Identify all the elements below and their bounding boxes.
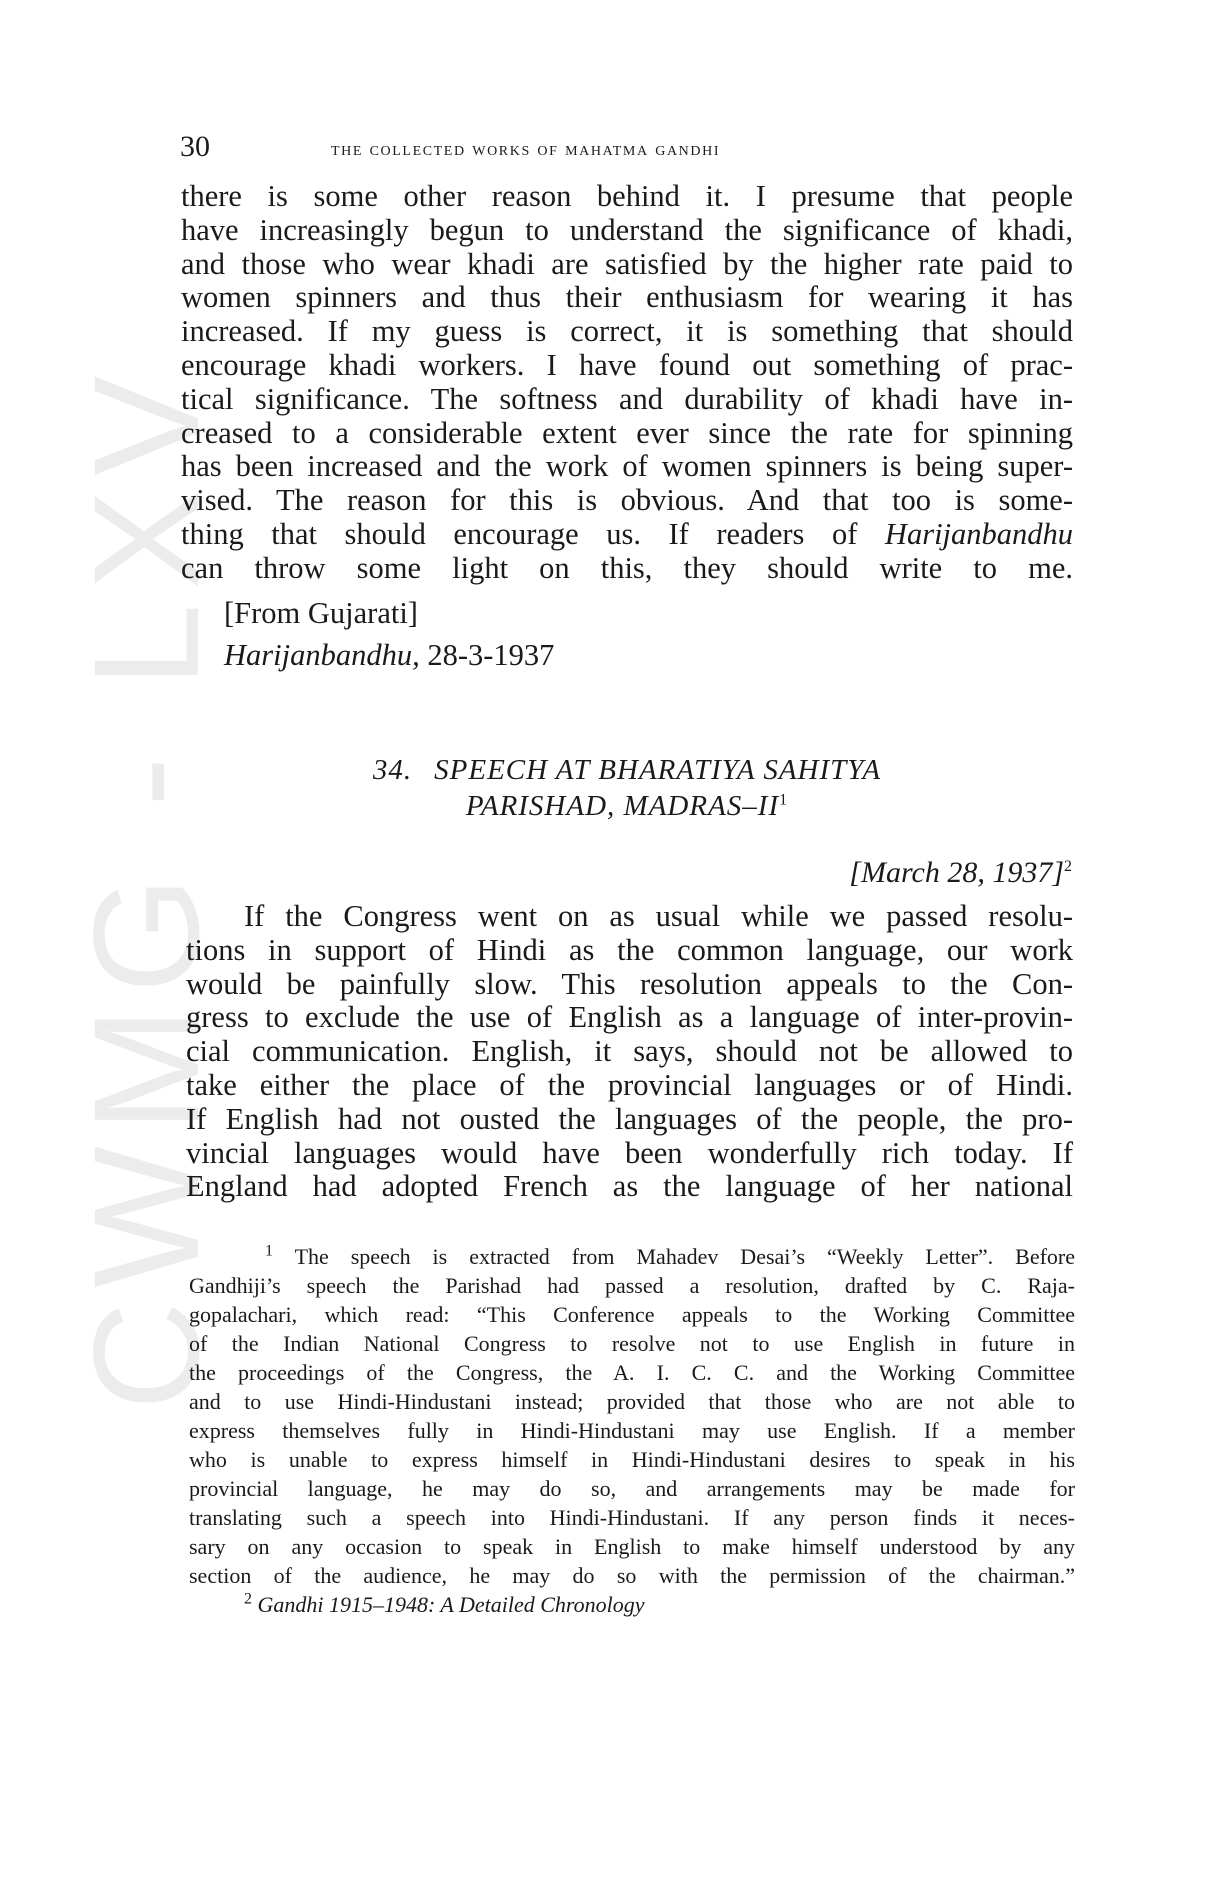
footnote-line: translating such a speech into Hindi-Hindustani. If any person finds it neces- [189,1505,1075,1530]
paragraph-1 [181,180,1073,586]
footnote-line: Gandhiji’s speech the Parishad had passed a resolution, drafted by C. Raja- [189,1273,1075,1298]
text-line: England had adopted French as the language of her national [186,1169,1073,1204]
text-line-with-italic [181,518,1073,552]
text-line: would be painfully slow. This resolution appeals to the Con- [186,966,1073,1001]
section-title [181,752,1073,824]
page-number: 30 [180,130,210,163]
footnote-line: the proceedings of the Congress, the A. I. C. C. and the Working Committee [189,1360,1075,1385]
page-header [180,130,1072,170]
running-head: the collected works of mahatma gandhi [331,138,721,160]
paragraph-2 [186,900,1073,1204]
section-number: 34. [372,754,413,786]
watermark: CWMG - LXV [62,361,230,1410]
text-line: tical significance. The softness and durability of khadi have in- [181,381,1073,416]
title-line-1 [181,752,1073,788]
title-line-2 [181,788,1073,824]
source-date: 28-3-1937 [427,638,555,672]
footnote-line: provincial language, he may do so, and arrangements may be made for [189,1476,1075,1501]
text-line: and those who wear khadi are satisfied by the higher rate paid to [181,246,1073,281]
source-citation [224,634,554,676]
text-line: have increasingly begun to understand the significance of khadi, [181,212,1073,247]
text-line: cial communication. English, it says, should not be allowed to [186,1034,1073,1069]
footnote-2-mark: 2 [244,1590,252,1608]
text-line: vincial languages would have been wonderfully rich today. If [186,1135,1073,1170]
footnote-2-text: Gandhi 1915–1948: A Detailed Chronology [257,1592,645,1617]
text-line: tions in support of Hindi as the common language, our work [186,932,1073,967]
text-line: gress to exclude the use of English as a language of inter-provin- [186,1000,1073,1035]
footnote-line: of the Indian National Congress to resolve not to use English in future in [189,1331,1075,1356]
italic-publication: Harijanbandhu [884,516,1074,551]
text-line: increased. If my guess is correct, it is something that should [181,314,1073,349]
text-line: If English had not ousted the languages of the people, the pro- [186,1101,1073,1136]
footnote-mark: 2 [1064,858,1072,875]
footnote-1-line [189,1242,1075,1271]
text-line: vised. The reason for this is obvious. And that too is some- [181,483,1073,518]
footnote-line: express themselves fully in Hindi-Hindustani may use English. If a member [189,1418,1075,1443]
title-text-2: PARISHAD, MADRAS–II [465,790,780,822]
speech-date: [March 28, 1937] [849,856,1064,889]
text-line: has been increased and the work of women spinners is being super- [181,449,1073,484]
source-note [224,592,554,676]
footnote-line: who is unable to express himself in Hindi-Hindustani desires to speak in his [189,1447,1075,1472]
text-line: creased to a considerable extent ever since the rate for spinning [181,415,1073,450]
text-line: there is some other reason behind it. I presume that people [181,179,1073,213]
text-line: If the Congress went on as usual while we passed resolu- [244,899,1073,933]
text-line: women spinners and thus their enthusiasm for wearing it has [181,280,1073,315]
footnotes [189,1242,1075,1619]
source-publication: Harijanbandhu, [224,638,420,672]
footnote-mark: 1 [779,791,789,809]
footnote-text: The speech is extracted from Mahadev Desai’s “Weekly Letter”. Before [294,1244,1076,1269]
footnote-line: sary on any occasion to speak in English to make himself understood by any [189,1534,1075,1559]
text-line: encourage khadi workers. I have found out something of prac- [181,347,1073,382]
text-line: can throw some light on this, they should write to me. [181,550,1073,585]
footnote-1-mark: 1 [265,1242,273,1260]
title-text-1: SPEECH AT BHARATIYA SAHITYA [434,754,882,786]
text-line: take either the place of the provincial languages or of Hindi. [186,1067,1073,1102]
footnote-line: and to use Hindi-Hindustani instead; provided that those who are not able to [189,1389,1075,1414]
date-line [849,856,1072,890]
source-language: [From Gujarati] [224,596,418,630]
text-line: thing that should encourage us. If readers of [181,516,858,551]
footnote-2 [189,1590,1075,1619]
footnote-line: section of the audience, he may do so with the permission of the chairman.” [189,1563,1075,1588]
footnote-line: gopalachari, which read: “This Conference appeals to the Working Committee [189,1302,1075,1327]
